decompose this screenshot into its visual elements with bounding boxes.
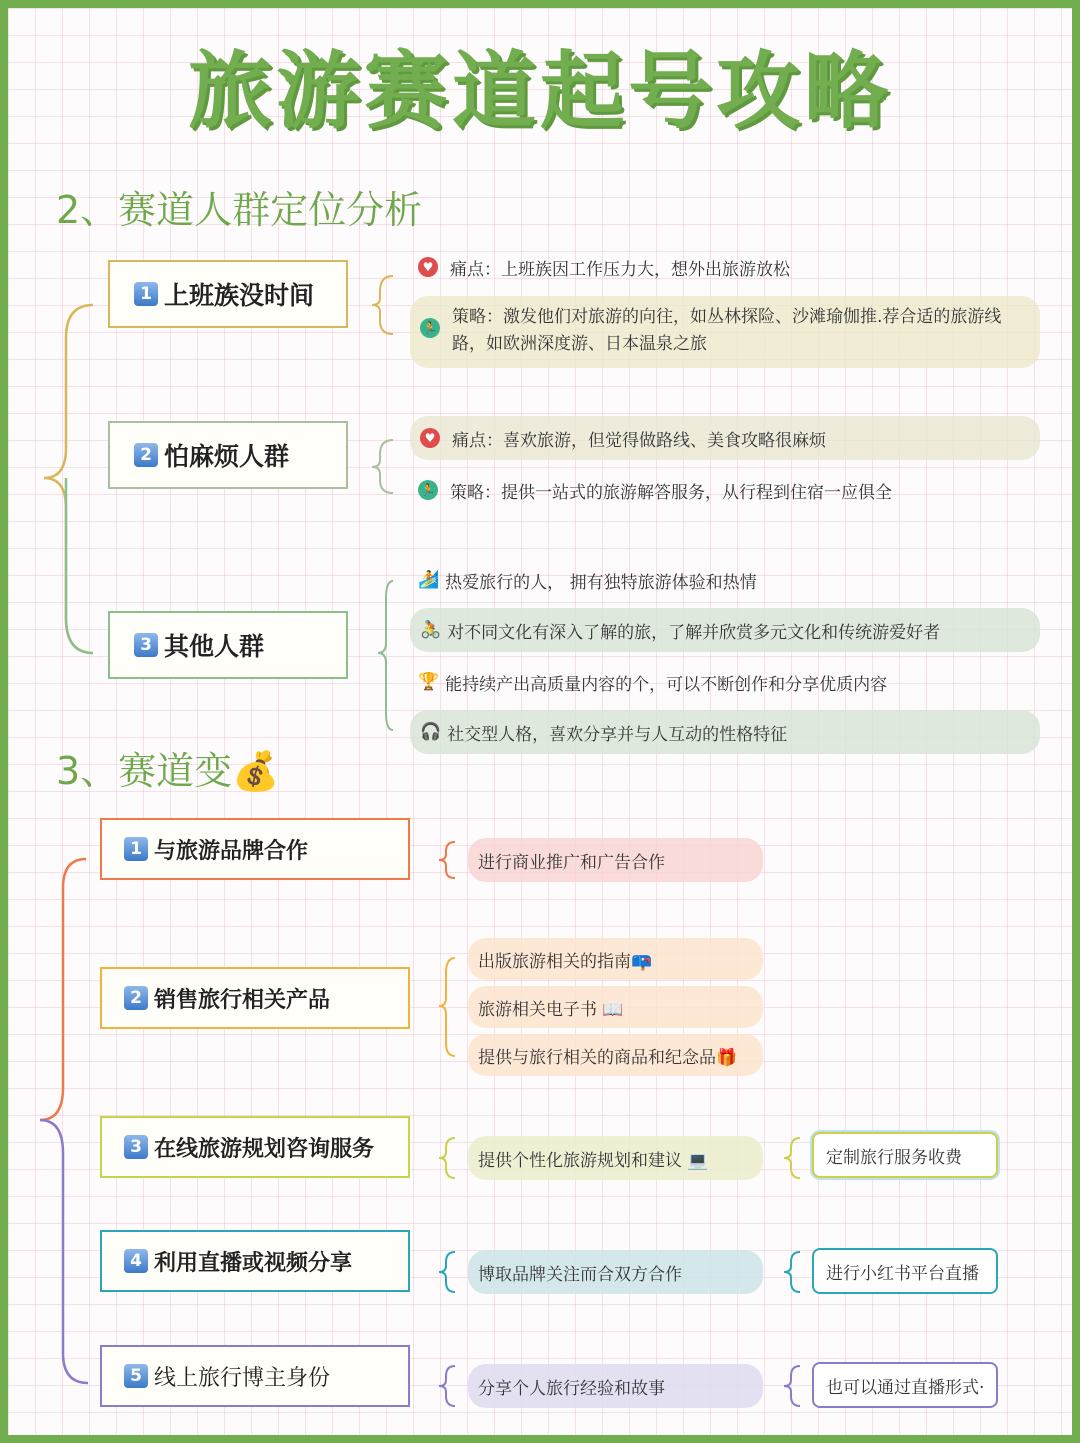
runner-icon: 🏃 [418, 480, 438, 500]
strategy-pill [410, 296, 1040, 368]
monetize-box-travel-blogger [100, 1345, 410, 1407]
monetize-label: 销售旅行相关产品 [154, 987, 331, 1013]
detail-pill: 出版旅游相关的指南📪 [468, 938, 763, 980]
monetize-box-sell-products [100, 967, 410, 1029]
list-item-text: 对不同文化有深入了解的旅，了解并欣赏多元文化和传统游爱好者 [447, 622, 941, 643]
group-box-others [108, 611, 348, 679]
number-badge: 5 [124, 1364, 148, 1388]
detail-pill: 提供与旅行相关的商品和纪念品🎁 [468, 1034, 763, 1076]
detail-pill: 分享个人旅行经验和故事 [468, 1364, 763, 1408]
strategy-row [418, 468, 892, 512]
group-label: 上班族没时间 [164, 281, 315, 310]
detail-pill: 进行商业推广和广告合作 [468, 838, 763, 882]
heart-icon: ♥ [418, 257, 438, 277]
monetize-label: 与旅游品牌合作 [154, 838, 309, 864]
pain-point-row [418, 252, 790, 282]
list-item-text: 能持续产出高质量内容的个，可以不断创作和分享优质内容 [445, 674, 888, 695]
detail-pill: 提供个性化旅游规划和建议 💻 [468, 1136, 763, 1180]
number-badge: 4 [124, 1249, 148, 1273]
list-item-text: 社交型人格，喜欢分享并与人互动的性格特征 [447, 724, 788, 745]
number-badge: 3 [124, 1135, 148, 1159]
extra-box: 进行小红书平台直播 [812, 1248, 998, 1294]
pain-point-pill [410, 416, 1040, 460]
detail-pill: 博取品牌关注而合双方合作 [468, 1250, 763, 1294]
number-badge: 1 [124, 837, 148, 861]
group-box-hassle-averse [108, 421, 348, 489]
list-item [418, 662, 887, 702]
section-3-heading [56, 746, 280, 796]
extra-box: 定制旅行服务收费 [812, 1132, 998, 1178]
detail-pill: 旅游相关电子书 📖 [468, 986, 763, 1028]
group-label: 其他人群 [164, 632, 265, 661]
number-badge: 3 [134, 633, 158, 657]
page-title: 旅游赛道起号攻略 [187, 42, 892, 140]
number-badge: 2 [134, 443, 158, 467]
monetize-box-planning-consulting [100, 1116, 410, 1178]
surfer-icon: 🏄 [418, 570, 440, 590]
runner-icon: 🏃 [420, 318, 440, 338]
pain-point-text: 痛点：喜欢旅游，但觉得做路线、美食攻略很麻烦 [452, 430, 826, 451]
monetize-label: 线上旅行博主身份 [154, 1365, 331, 1391]
strategy-text: 策略：提供一站式的旅游解答服务，从行程到住宿一应俱全 [450, 482, 892, 503]
monetize-label: 利用直播或视频分享 [154, 1250, 353, 1276]
section-3-heading-text: 3、赛道变 [56, 749, 233, 793]
list-item [410, 608, 1040, 652]
extra-box: 也可以通过直播形式· [812, 1362, 998, 1408]
list-item-text: 热爱旅行的人， 拥有独特旅游体验和热情 [445, 572, 757, 593]
trophy-icon: 🏆 [418, 672, 440, 692]
money-bag-icon: 💰 [232, 749, 280, 793]
pain-point-text: 痛点：上班族因工作压力大，想外出旅游放松 [450, 259, 790, 280]
number-badge: 2 [124, 986, 148, 1010]
group-label: 怕麻烦人群 [164, 442, 290, 471]
monetize-box-live-video [100, 1230, 410, 1292]
group-box-office-workers [108, 260, 348, 328]
cyclist-icon: 🚴 [420, 620, 442, 640]
heart-icon: ♥ [420, 428, 440, 448]
strategy-text: 策略：激发他们对旅游的向往，如丛林探险、沙滩瑜伽推.荐合适的旅游线路，如欧洲深度游、日本温泉之旅 [452, 307, 1002, 354]
list-item [410, 710, 1040, 754]
list-item [418, 560, 757, 600]
number-badge: 1 [134, 282, 158, 306]
monetize-box-brand-cooperation [100, 818, 410, 880]
monetize-label: 在线旅游规划咨询服务 [154, 1136, 375, 1162]
headphones-icon: 🎧 [420, 722, 442, 742]
section-2-heading: 2、赛道人群定位分析 [56, 188, 423, 232]
